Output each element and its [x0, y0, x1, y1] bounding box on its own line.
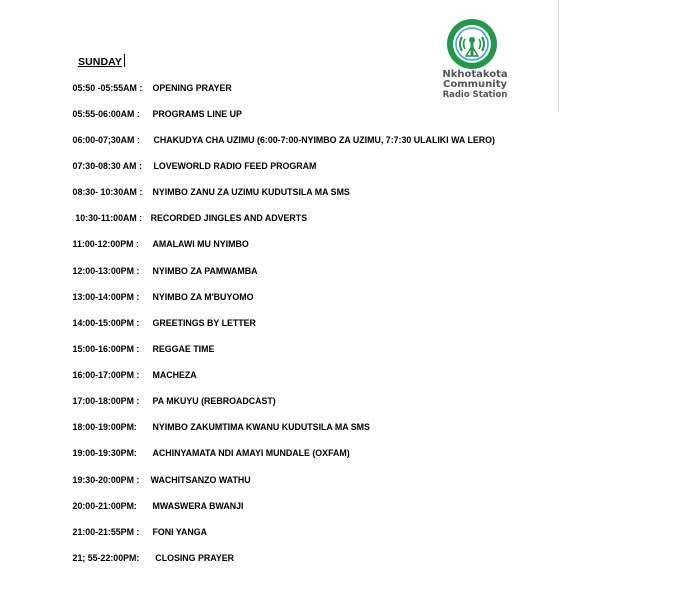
schedule-program: WACHITSANZO WATHU [150, 475, 251, 486]
schedule-time: 05:55-06:00AM : [72, 109, 140, 120]
schedule-time: 15:00-16:00PM : [72, 344, 140, 355]
schedule-program: GREETINGS BY LETTER [152, 318, 256, 329]
schedule-program: NYIMBO ZANU ZA UZIMU KUDUTSILA MA SMS [152, 187, 350, 198]
schedule-time: 10:30-11:00AM : [75, 213, 143, 224]
schedule-program: PROGRAMS LINE UP [152, 109, 242, 120]
schedule-time: 11:00-12:00PM : [72, 239, 139, 250]
logo-line-3: Radio Station [442, 90, 508, 100]
schedule-time: 19:30-20:00PM : [72, 475, 140, 486]
schedule-time: 07:30-08:30 AM : [72, 161, 142, 172]
schedule-time: 06:00-07;30AM : [72, 135, 140, 146]
schedule-time: 21; 55-22:00PM: [72, 553, 140, 564]
schedule-time: 08:30- 10:30AM : [72, 187, 143, 198]
schedule-program: REGGAE TIME [152, 344, 215, 355]
day-heading-text: SUNDAY [78, 56, 122, 68]
logo-line-2: Community [442, 79, 507, 90]
schedule-program: NYIMBO ZA PAMWAMBA [152, 266, 258, 277]
schedule-program: FONI YANGA [152, 527, 208, 538]
schedule-program: CHAKUDYA CHA UZIMU (6:00-7:00-NYIMBO ZA UZIMU, 7:7:30 ULALIKI WA LERO) [153, 135, 495, 146]
schedule-program: ACHINYAMATA NDI AMAYI MUNDALE (OXFAM) [152, 448, 350, 459]
schedule-program: AMALAWI MU NYIMBO [152, 239, 249, 250]
schedule-time: 05:50 -05:55AM : [72, 83, 143, 94]
schedule-program: OPENING PRAYER [152, 83, 232, 94]
schedule-time: 17:00-18:00PM : [72, 396, 140, 407]
schedule-program: CLOSING PRAYER [155, 553, 235, 564]
schedule-program: RECORDED JINGLES AND ADVERTS [150, 213, 308, 224]
schedule-program: PA MKUYU (REBROADCAST) [152, 396, 276, 407]
schedule-time: 16:00-17:00PM : [72, 370, 140, 381]
schedule-program: NYIMBO ZA M'BUYOMO [152, 292, 254, 303]
schedule-time: 19:00-19:30PM: [72, 448, 137, 459]
schedule-time: 18:00-19:00PM: [72, 422, 137, 433]
schedule-program: LOVEWORLD RADIO FEED PROGRAM [153, 161, 317, 172]
schedule-time: 21:00-21:55PM : [72, 527, 140, 538]
schedule-program: MACHEZA [152, 370, 197, 381]
schedule-time: 14:00-15:00PM : [72, 318, 140, 329]
schedule-program: NYIMBO ZAKUMTIMA KWANU KUDUTSILA MA SMS [152, 422, 370, 433]
schedule-time: 20:00-21:00PM: [72, 501, 137, 512]
logo-line-1: Nkhotakota [442, 69, 508, 80]
schedule-time: 13:00-14:00PM : [72, 292, 140, 303]
schedule-program: MWASWERA BWANJI [152, 501, 244, 512]
schedule-time: 12:00-13:00PM : [72, 266, 140, 277]
